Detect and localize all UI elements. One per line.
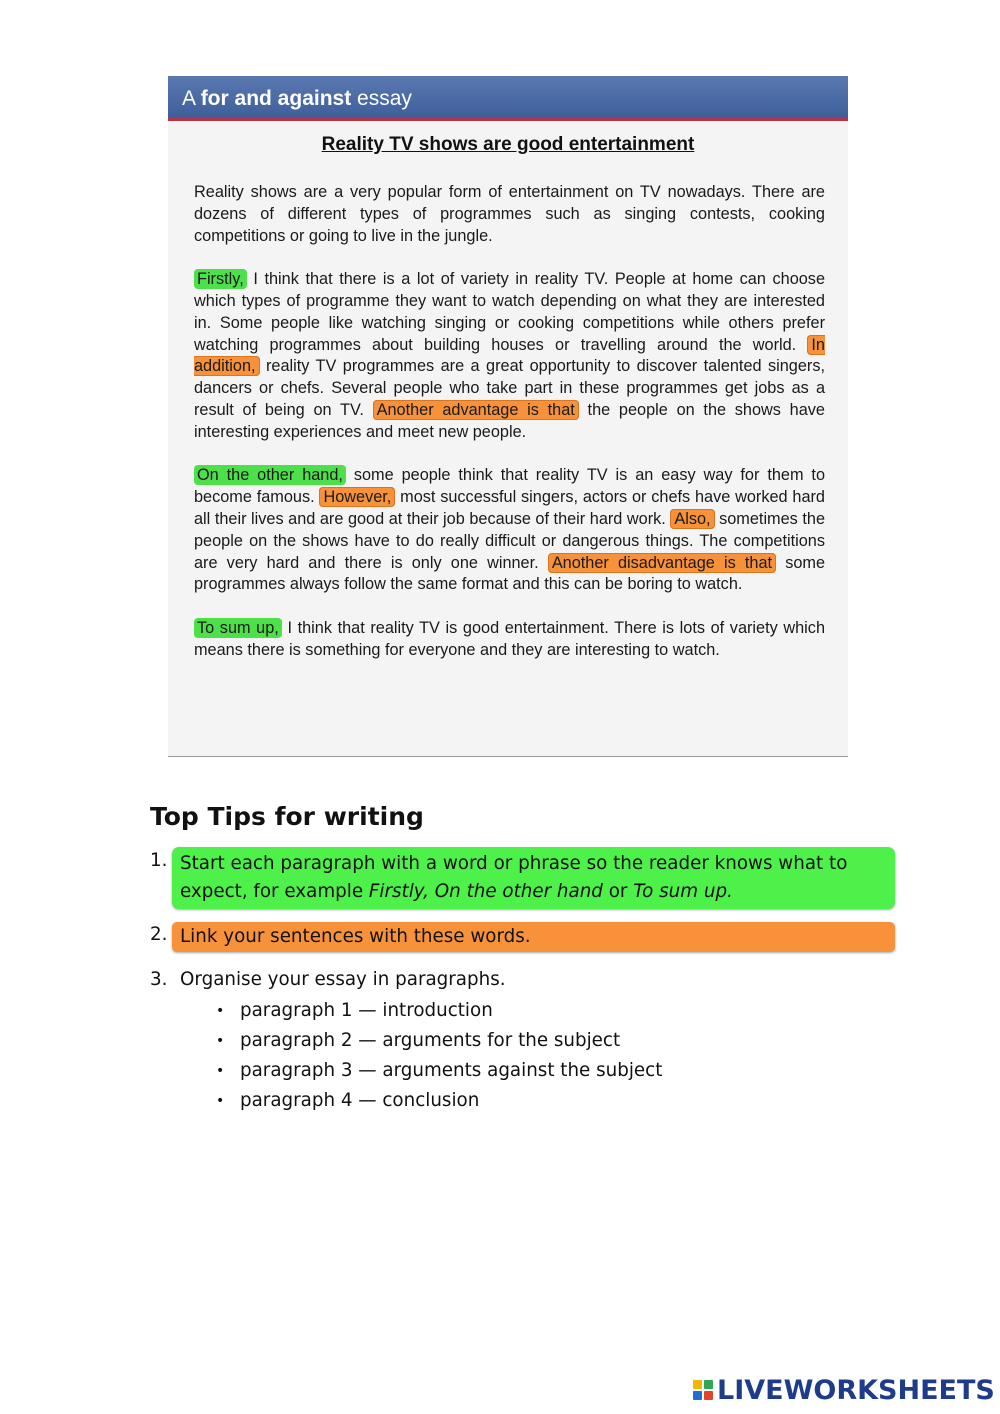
paragraph-2-text-2: reality TV programmes are a great opportunity to discover talented singers, dancers or chefs. Several people who take part in these programmes get jobs as a result of being on TV.: [194, 357, 825, 419]
logo-square: [704, 1391, 713, 1400]
list-item: • paragraph 4 — conclusion: [240, 1086, 895, 1116]
paragraph-3-text-1: some people think that reality TV is an easy way for them to become famous.: [194, 466, 826, 507]
paragraph-3-text-4: some programmes always follow the same format and this can be boring to watch.: [194, 553, 826, 594]
paragraph-3: [194, 465, 825, 596]
paragraph-2-text-3: the people on the shows have interesting experiences and meet new people.: [194, 400, 825, 441]
list-item: • paragraph 1 — introduction: [240, 996, 895, 1026]
list-item: • paragraph 2 — arguments for the subject: [240, 1026, 895, 1056]
tip-1-example-2: To sum up.: [633, 881, 733, 902]
tip-3-text: Organise your essay in paragraphs.: [180, 969, 506, 990]
paragraph-2-text-1: I think that there is a lot of variety in reality TV. People at home can choose which types of programme they want to watch depending on what they are interested in. Some people like watching singing or cooking competitions while others prefer watching programmes about building houses or travelling around the world.: [194, 270, 825, 354]
tip-1-text: Start each paragraph with a word or phrase so the reader knows what to expect, for example: [180, 853, 848, 902]
linker-however: However,: [319, 487, 395, 507]
tip-2: [150, 922, 895, 952]
header-prefix: A: [182, 87, 201, 110]
logo-square: [704, 1380, 713, 1389]
linker-in-addition: In addition,: [194, 335, 825, 376]
paragraph-2: [194, 269, 825, 443]
tip-2-number: 2.: [150, 924, 168, 945]
tip-3-number: 3.: [150, 969, 168, 990]
linker-firstly: Firstly,: [194, 269, 247, 289]
liveworksheets-logo: [693, 1373, 995, 1407]
tip-1-box: [172, 847, 895, 909]
linker-also: Also,: [670, 509, 714, 529]
tip-3: [150, 966, 895, 1116]
essay-body: [194, 182, 825, 683]
linker-another-advantage: Another advantage is that: [373, 400, 579, 420]
paragraph-plan-list: [180, 996, 895, 1116]
paragraph-4-text-1: I think that reality TV is good entertainment. There is lots of variety which means there is something for everyone and they are interesting to watch.: [194, 618, 825, 659]
tip-1-example-1: Firstly, On the other hand: [368, 881, 603, 902]
essay-title: Reality TV shows are good entertainment: [321, 134, 695, 155]
logo-square: [693, 1380, 702, 1389]
essay-card: [168, 76, 848, 757]
tip-2-box: Link your sentences with these words.: [172, 922, 895, 952]
list-item: • paragraph 3 — arguments against the subject: [240, 1056, 895, 1086]
tip-1: [150, 847, 895, 909]
tips-title: Top Tips for writing: [150, 802, 424, 831]
top-tips-section: [150, 802, 895, 1116]
linker-another-disadvantage: Another disadvantage is that: [548, 553, 776, 573]
header-bold: for and against: [200, 87, 352, 110]
tip-1-or: or: [602, 881, 634, 902]
paragraph-3-text-3: sometimes the people on the shows have to do really difficult or dangerous things. The competitions are very hard and there is only one winner.: [194, 509, 825, 572]
essay-header: [168, 76, 848, 121]
logo-text: LIVEWORKSHEETS: [717, 1374, 995, 1406]
linker-on-the-other-hand: On the other hand,: [194, 465, 346, 485]
paragraph-4: [194, 618, 825, 662]
paragraph-1: Reality shows are a very popular form of entertainment on TV nowadays. There are dozens of different types of programmes such as singing contests, cooking competitions or going to live in the jungle.: [194, 183, 825, 245]
logo-square: [693, 1391, 702, 1400]
logo-grid-icon: [693, 1380, 713, 1400]
linker-to-sum-up: To sum up,: [194, 618, 282, 638]
header-suffix: essay: [351, 87, 412, 110]
tip-1-number: 1.: [150, 850, 168, 871]
paragraph-3-text-2: most successful singers, actors or chefs have worked hard all their lives and are good at their job because of their hard work.: [194, 488, 825, 528]
